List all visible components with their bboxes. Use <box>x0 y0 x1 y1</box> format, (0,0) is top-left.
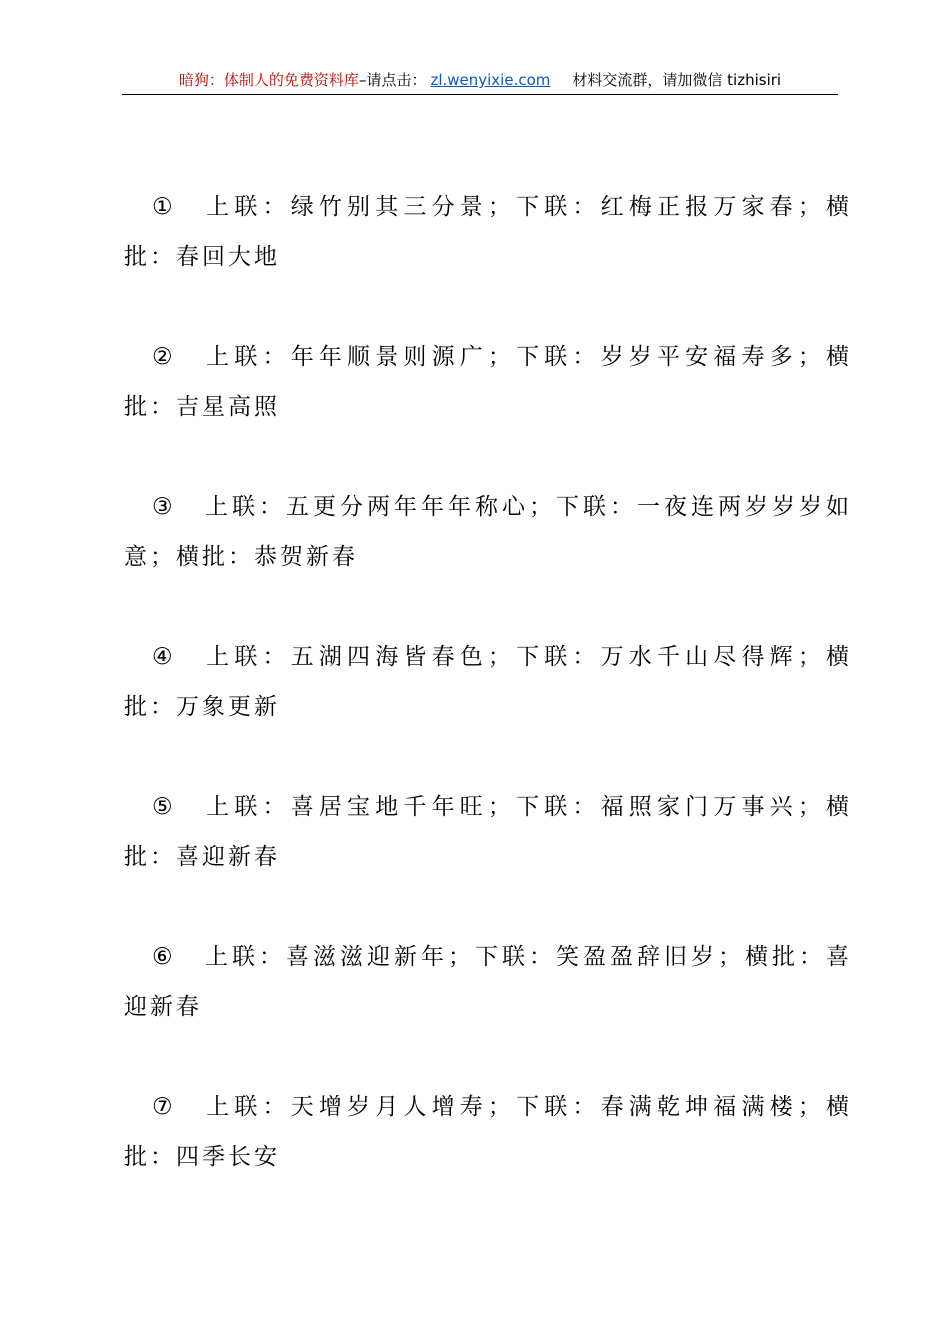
couplet-item <box>124 1082 852 1182</box>
couplet-text: 上联：喜滋滋迎新年；下联：笑盈盈辞旧岁；横批：喜迎新春 <box>124 944 852 1020</box>
couplet-item <box>124 332 852 432</box>
couplet-item <box>124 932 852 1032</box>
couplet-number: ⑤ <box>152 794 176 820</box>
couplet-number: ① <box>152 194 176 220</box>
document-body <box>124 182 852 1232</box>
couplet-number: ② <box>152 344 176 370</box>
couplet-text: 上联：喜居宝地千年旺；下联：福照家门万事兴；横批：喜迎新春 <box>124 794 852 870</box>
page-header <box>122 70 838 95</box>
couplet-item <box>124 632 852 732</box>
couplet-number: ⑦ <box>152 1094 176 1120</box>
couplet-text: 上联：五更分两年年年称心；下联：一夜连两岁岁岁如意；横批：恭贺新春 <box>124 494 852 570</box>
couplet-text: 上联：绿竹别其三分景；下联：红梅正报万家春；横批：春回大地 <box>124 194 852 270</box>
couplet-item <box>124 482 852 582</box>
couplet-number: ⑥ <box>152 944 176 970</box>
header-link[interactable]: zl.wenyixie.com <box>430 71 551 89</box>
couplet-number: ③ <box>152 494 176 520</box>
header-site-name: 暗狗：体制人的免费资料库 <box>178 71 359 89</box>
couplet-number: ④ <box>152 644 176 670</box>
couplet-item <box>124 782 852 882</box>
couplet-text: 上联：天增岁月人增寿；下联：春满乾坤福满楼；横批：四季长安 <box>124 1094 852 1170</box>
header-wechat: 材料交流群，请加微信 tizhisiri <box>572 71 782 89</box>
couplet-item <box>124 182 852 282</box>
couplet-text: 上联：年年顺景则源广；下联：岁岁平安福寿多；横批：吉星高照 <box>124 344 852 420</box>
header-prompt: –请点击： <box>358 71 427 89</box>
couplet-text: 上联：五湖四海皆春色；下联：万水千山尽得辉；横批：万象更新 <box>124 644 852 720</box>
